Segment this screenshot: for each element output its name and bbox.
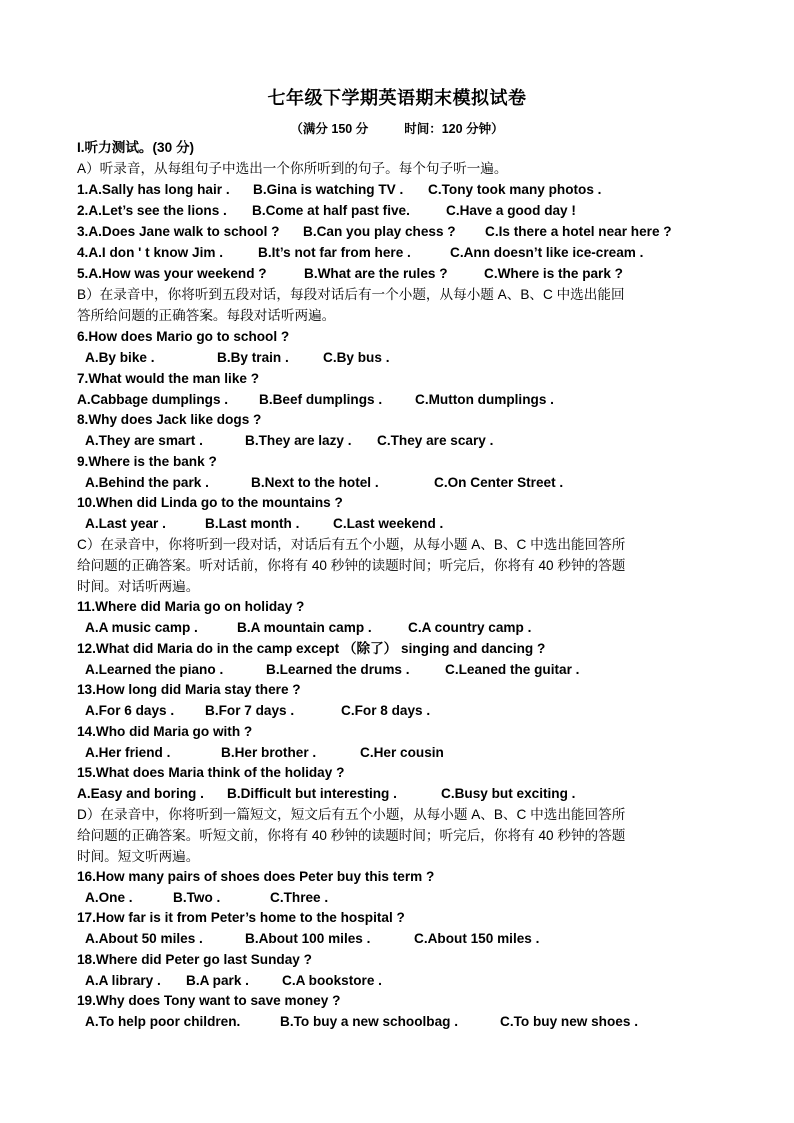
options-row (85, 618, 531, 638)
options-row (85, 660, 579, 680)
option-a: 2.A.Let’s see the lions . (77, 203, 227, 218)
question-text: 11.Where did Maria go on holiday ? (77, 599, 305, 614)
option-c: C.Is there a hotel near here ? (485, 224, 672, 239)
part-a-instruction: A）听录音，从每组句子中选出一个你所听到的句子。每个句子听一遍。 (77, 161, 508, 176)
option-c: C.Ann doesn’t like ice-cream . (450, 245, 644, 260)
question-row (77, 180, 601, 200)
page-title: 七年级下学期英语期末模拟试卷 (267, 88, 527, 109)
option-a: A.Cabbage dumplings . (77, 392, 229, 407)
option-c: C.Have a good day ! (446, 203, 576, 218)
option-a: A.Her friend . (85, 745, 171, 760)
option-b: B.Next to the hotel . (251, 475, 379, 490)
option-c: C.For 8 days . (341, 703, 431, 718)
option-c: C.By bus . (323, 350, 390, 365)
option-a: A.For 6 days . (85, 703, 175, 718)
options-row (85, 431, 493, 451)
option-b: B.Can you play chess ? (303, 224, 456, 239)
question-row (77, 222, 672, 242)
option-a: A.Last year . (85, 516, 166, 531)
option-c: C.Mutton dumplings . (415, 392, 554, 407)
option-b: B.A park . (186, 973, 249, 988)
part-b-instruction: B）在录音中，你将听到五段对话，每段对话后有一个小题，从每小题 A、B、C 中选出能回 (77, 287, 625, 302)
option-b: B.It’s not far from here . (258, 245, 411, 260)
part-d-instruction: 时间。短文听两遍。 (77, 849, 200, 864)
option-b: B.What are the rules ? (304, 266, 448, 281)
option-c: C.A bookstore . (282, 973, 382, 988)
option-a: 5.A.How was your weekend ? (77, 266, 267, 281)
option-b: B.To buy a new schoolbag . (280, 1014, 458, 1029)
part-d-instruction: D）在录音中，你将听到一篇短文，短文后有五个小题，从每小题 A、B、C 中选出能回答所 (77, 807, 626, 822)
option-c: C.Three . (270, 890, 329, 905)
options-row (85, 743, 444, 763)
option-c: C.A country camp . (408, 620, 532, 635)
part-c-instruction: 给问题的正确答案。听对话前，你将有 40 秒钟的读题时间；听完后，你将有 40 秒钟的答题 (77, 558, 626, 573)
option-c: C.To buy new shoes . (500, 1014, 638, 1029)
part-c-instruction: 时间。对话听两遍。 (77, 579, 200, 594)
options-row (85, 348, 389, 368)
option-b: B.Her brother . (221, 745, 317, 760)
option-c: C.Last weekend . (333, 516, 444, 531)
option-a: 3.A.Does Jane walk to school ? (77, 224, 280, 239)
option-a: A.Easy and boring . (77, 786, 204, 801)
option-b: B.Gina is watching TV . (253, 182, 404, 197)
option-c: C.Where is the park ? (484, 266, 623, 281)
question-text: 7.What would the man like ? (77, 371, 260, 386)
option-a: A.Learned the piano . (85, 662, 224, 677)
options-row (85, 701, 430, 721)
option-b: B.They are lazy . (245, 433, 352, 448)
option-a: A.To help poor children. (85, 1014, 241, 1029)
question-text: 9.Where is the bank ? (77, 454, 217, 469)
option-b: B.Last month . (205, 516, 300, 531)
option-c: C.Leaned the guitar . (445, 662, 580, 677)
question-text: 14.Who did Maria go with ? (77, 724, 253, 739)
option-c: C.Her cousin (360, 745, 444, 760)
question-text: 10.When did Linda go to the mountains ? (77, 495, 343, 510)
option-a: A.Behind the park . (85, 475, 209, 490)
options-row (85, 971, 382, 991)
options-row (85, 1012, 638, 1032)
option-b: B.Two . (173, 890, 221, 905)
option-c: C.On Center Street . (434, 475, 564, 490)
option-a: A.One . (85, 890, 133, 905)
options-row (85, 888, 328, 908)
option-b: B.About 100 miles . (245, 931, 371, 946)
question-text: 6.How does Mario go to school ? (77, 329, 290, 344)
option-b: B.Learned the drums . (266, 662, 410, 677)
option-c: C.Busy but exciting . (441, 786, 576, 801)
option-b: B.A mountain camp . (237, 620, 372, 635)
section-heading: I.听力测试。(30 分) (77, 140, 195, 155)
question-row (77, 243, 643, 263)
part-c-instruction: C）在录音中，你将听到一段对话，对话后有五个小题，从每小题 A、B、C 中选出能回答所 (77, 537, 626, 552)
option-a: 1.A.Sally has long hair . (77, 182, 230, 197)
option-a: 4.A.I don ' t know Jim . (77, 245, 223, 260)
option-b: B.For 7 days . (205, 703, 295, 718)
question-row (77, 201, 576, 221)
question-text: 12.What did Maria do in the camp except （除了） singing and dancing ? (77, 641, 546, 656)
part-d-instruction: 给问题的正确答案。听短文前，你将有 40 秒钟的读题时间；听完后，你将有 40 秒钟的答题 (77, 828, 626, 843)
option-b: B.By train . (217, 350, 289, 365)
question-text: 17.How far is it from Peter’s home to the hospital ? (77, 910, 405, 925)
option-a: A.They are smart . (85, 433, 203, 448)
option-b: B.Beef dumplings . (259, 392, 383, 407)
question-text: 19.Why does Tony want to save money ? (77, 993, 341, 1008)
option-a: A.By bike . (85, 350, 155, 365)
question-row (77, 264, 623, 284)
option-c: C.Tony took many photos . (428, 182, 602, 197)
question-text: 8.Why does Jack like dogs ? (77, 412, 262, 427)
exam-info (0, 119, 794, 137)
option-b: B.Difficult but interesting . (227, 786, 397, 801)
exam-time: 时间：120 分钟） (404, 122, 504, 136)
option-c: C.They are scary . (377, 433, 494, 448)
full-score: （满分 150 分 (290, 122, 369, 136)
question-text: 16.How many pairs of shoes does Peter buy this term ? (77, 869, 435, 884)
option-a: A.About 50 miles . (85, 931, 203, 946)
question-text: 18.Where did Peter go last Sunday ? (77, 952, 312, 967)
part-b-instruction: 答所给问题的正确答案。每段对话听两遍。 (77, 308, 336, 323)
option-a: A.A music camp . (85, 620, 198, 635)
option-b: B.Come at half past five. (252, 203, 410, 218)
options-row (77, 390, 554, 410)
question-text: 13.How long did Maria stay there ? (77, 682, 301, 697)
options-row (77, 784, 575, 804)
options-row (85, 929, 539, 949)
options-row (85, 514, 443, 534)
option-c: C.About 150 miles . (414, 931, 540, 946)
options-row (85, 473, 563, 493)
question-text: 15.What does Maria think of the holiday ? (77, 765, 345, 780)
option-a: A.A library . (85, 973, 161, 988)
